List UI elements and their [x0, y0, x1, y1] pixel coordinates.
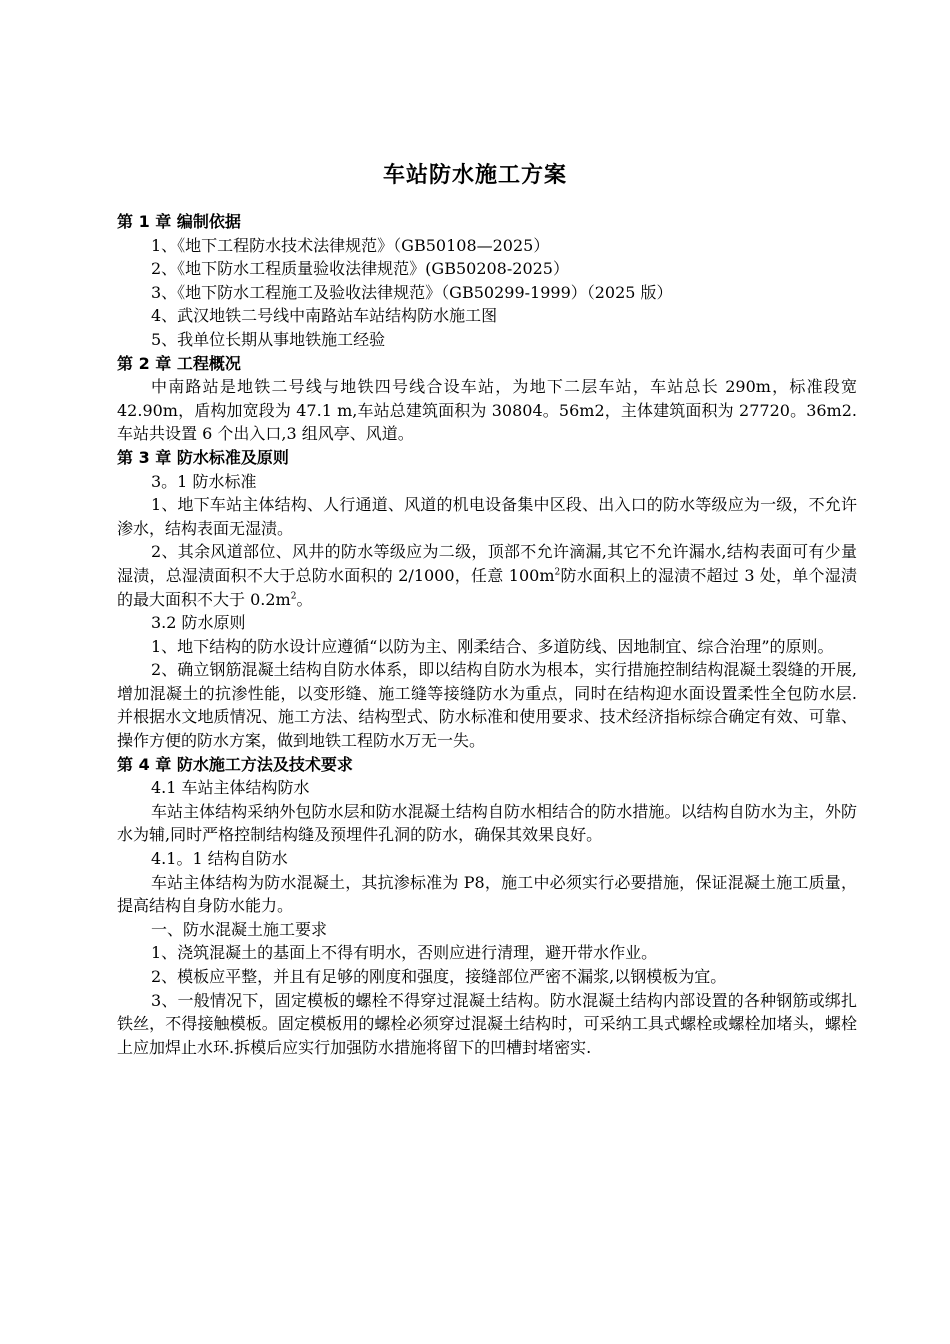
requirement-item-2: 2、模板应平整，并且有足够的刚度和强度，接缝部位严密不漏浆,以钢模板为宜。: [151, 967, 727, 986]
section-4-1-heading: 4.1 车站主体结构防水: [151, 778, 310, 798]
main-structure-paragraph: 车站主体结构采纳外包防水层和防水混凝土结构自防水相结合的防水措施。以结构自防水为主，外防水为辅,同时严格控制结构缝及预埋件孔洞的防水，确保其效果良好。: [117, 801, 857, 845]
requirement-item-1: 1、浇筑混凝土的基面上不得有明水，否则应进行清理，避开带水作业。: [151, 943, 658, 963]
standard-paragraph-2: [117, 540, 857, 611]
reference-item: 1、《地下工程防水技术法律规范》（GB50108—2025）: [151, 235, 550, 255]
reference-item: 5、我单位长期从事地铁施工经验: [151, 329, 386, 349]
chapter-3-heading: 第 3 章 防水标准及原则: [117, 447, 289, 467]
section-4-1-1-heading: 4.1。1 结构自防水: [151, 849, 288, 869]
principle-paragraph-2: 2、确立钢筋混凝土结构自防水体系，即以结构自防水为根本，实行措施控制结构混凝土裂缝的开展,增加混凝土的抗渗性能，以变形缝、施工缝等接缝防水为重点，同时在结构迎水面设置柔性全包防水层.并根据水文地质情况、施工方法、结构型式、防水标准和使用要求、技术经济指标综合确定有效、可靠、操作方便的防水方案，做到地铁工程防水万无一失。: [117, 660, 857, 751]
project-overview-paragraph: 中南路站是地铁二号线与地铁四号线合设车站，为地下二层车站，车站总长 290m，标准段宽 42.90m，盾构加宽段为 47.1 m,车站总建筑面积为 30804。56m2，主体建筑面积为 27720。36m2.车站共设置 6 个出入口,3 组风亭、风道。: [117, 377, 857, 444]
chapter-4-heading: 第 4 章 防水施工方法及技术要求: [117, 754, 353, 774]
document-body: [117, 210, 857, 1059]
reference-item: 2、《地下防水工程质量验收法律规范》(GB50208-2025）: [151, 259, 569, 279]
reference-item: 3、《地下防水工程施工及验收法律规范》（GB50299-1999）（2025 版）: [151, 282, 673, 302]
self-waterproof-paragraph: 车站主体结构为防水混凝土，其抗渗标准为 P8，施工中必须实行必要措施，保证混凝土施工质量，提高结构自身防水能力。: [117, 872, 857, 916]
concrete-requirements-heading: 一、防水混凝土施工要求: [151, 919, 328, 939]
standard-paragraph-2-c: 。: [296, 589, 313, 609]
section-3-1-heading: 3。1 防水标准: [151, 471, 257, 491]
superscript: 2: [554, 567, 561, 578]
standard-paragraph-2-b: 防水面积上的湿渍不超过 3 处，单个湿渍的最大面积不大于 0.2m: [117, 565, 857, 609]
chapter-2-heading: 第 2 章 工程概况: [117, 353, 241, 373]
standard-paragraph-2-a: 2、其余风道部位、风井的防水等级应为二级，顶部不允许滴漏,其它不允许漏水,结构表面可有少量湿渍，总湿渍面积不大于总防水面积的 2/1000，任意 100m: [117, 542, 857, 585]
principle-paragraph-1: 1、地下结构的防水设计应遵循“以防为主、刚柔结合、多道防线、因地制宜、综合治理”的原则。: [151, 636, 834, 656]
superscript: 2: [290, 591, 297, 602]
section-3-2-heading: 3.2 防水原则: [151, 613, 246, 633]
reference-item: 4、武汉地铁二号线中南路站车站结构防水施工图: [151, 306, 498, 326]
document-title: 车站防水施工方案: [382, 163, 567, 188]
standard-paragraph-1: 1、地下车站主体结构、人行通道、风道的机电设备集中区段、出入口的防水等级应为一级，不允许渗水，结构表面无湿渍。: [117, 495, 857, 538]
chapter-1-heading: 第 1 章 编制依据: [117, 212, 241, 231]
requirement-item-3: 3、一般情况下，固定模板的螺栓不得穿过混凝土结构。防水混凝土结构内部设置的各种钢筋或绑扎铁丝，不得接触模板。固定模板用的螺栓必须穿过混凝土结构时，可采纳工具式螺栓或螺栓加堵头，螺栓上应加焊止水环.拆模后应实行加强防水措施将留下的凹槽封堵密实.: [117, 990, 857, 1057]
